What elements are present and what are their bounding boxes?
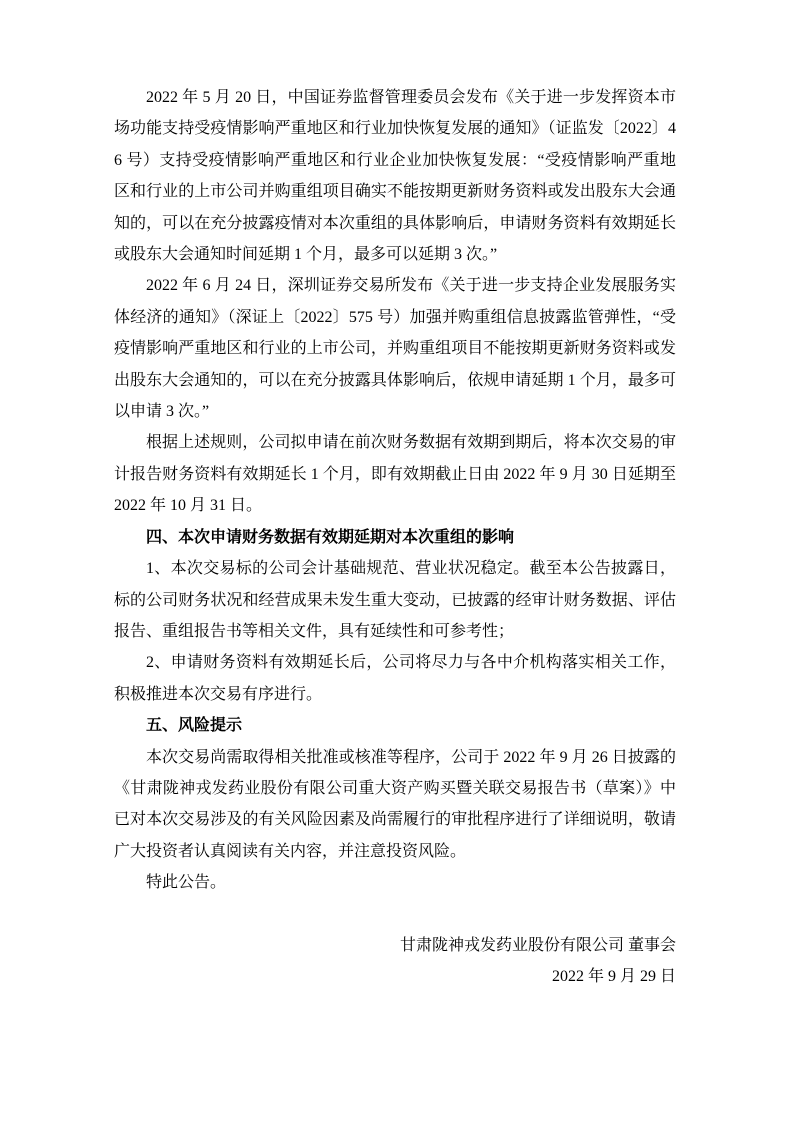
para-impact-item-1: 1、本次交易标的公司会计基础规范、营业状况稳定。截至本公告披露日，标的公司财务状况和经营成果未发生重大变动，已披露的经审计财务数据、评估报告、重组报告书等相关文件，具有延续性和可参考性； xyxy=(114,560,676,640)
para-impact-item-2: 2、申请财务资料有效期延长后，公司将尽力与各中介机构落实相关工作，积极推进本次交易有序进行。 xyxy=(114,654,676,703)
signature-date: 2022 年 9 月 29 日 xyxy=(551,968,676,986)
signature-block xyxy=(114,930,676,993)
para-risk-notice: 本次交易尚需取得相关批准或核准等程序，公司于 2022 年 9 月 26 日披露的《甘肃陇神戎发药业股份有限公司重大资产购买暨关联交易报告书（草案）》中已对本次交易涉及的有关风险因素及尚需履行的审批程序进行了详细说明，敬请广大投资者认真阅读有关内容，并注意投资风险。 xyxy=(114,748,676,860)
para-csrc-notice: 2022 年 5 月 20 日，中国证券监督管理委员会发布《关于进一步发挥资本市场功能支持受疫情影响严重地区和行业加快恢复发展的通知》（证监发〔2022〕46 号）支持受疫情影响严重地区和行业企业加快恢复发展：“受疫情影响严重地区和行业的上市公司并购重组项目确实不能按期更新财务资料或发出股东大会通知的，可以在充分披露疫情对本次重组的具体影响后，申请财务资料有效期延长或股东大会通知时间延期 1 个月，最多可以延期 3 次。” xyxy=(114,89,676,264)
heading-section-5: 五、风险提示 xyxy=(146,717,243,735)
para-extension-plan: 根据上述规则，公司拟申请在前次财务数据有效期到期后，将本次交易的审计报告财务资料有效期延长 1 个月，即有效期截止日由 2022 年 9 月 30 日延期至 2022 年 10 月 31 日。 xyxy=(114,434,676,515)
signature-company: 甘肃陇神戎发药业股份有限公司 董事会 xyxy=(399,936,676,954)
heading-section-4: 四、本次申请财务数据有效期延期对本次重组的影响 xyxy=(146,528,515,546)
document-body xyxy=(114,82,676,993)
para-closing: 特此公告。 xyxy=(146,874,227,892)
para-szse-notice: 2022 年 6 月 24 日，深圳证券交易所发布《关于进一步支持企业发展服务实体经济的通知》（深证上〔2022〕575 号）加强并购重组信息披露监管弹性，“受疫情影响严重地区和行业的上市公司，并购重组项目不能按期更新财务资料或发出股东大会通知的，可以在充分披露具体影响后，依规申请延期 1 个月，最多可以申请 3 次。” xyxy=(114,277,676,421)
